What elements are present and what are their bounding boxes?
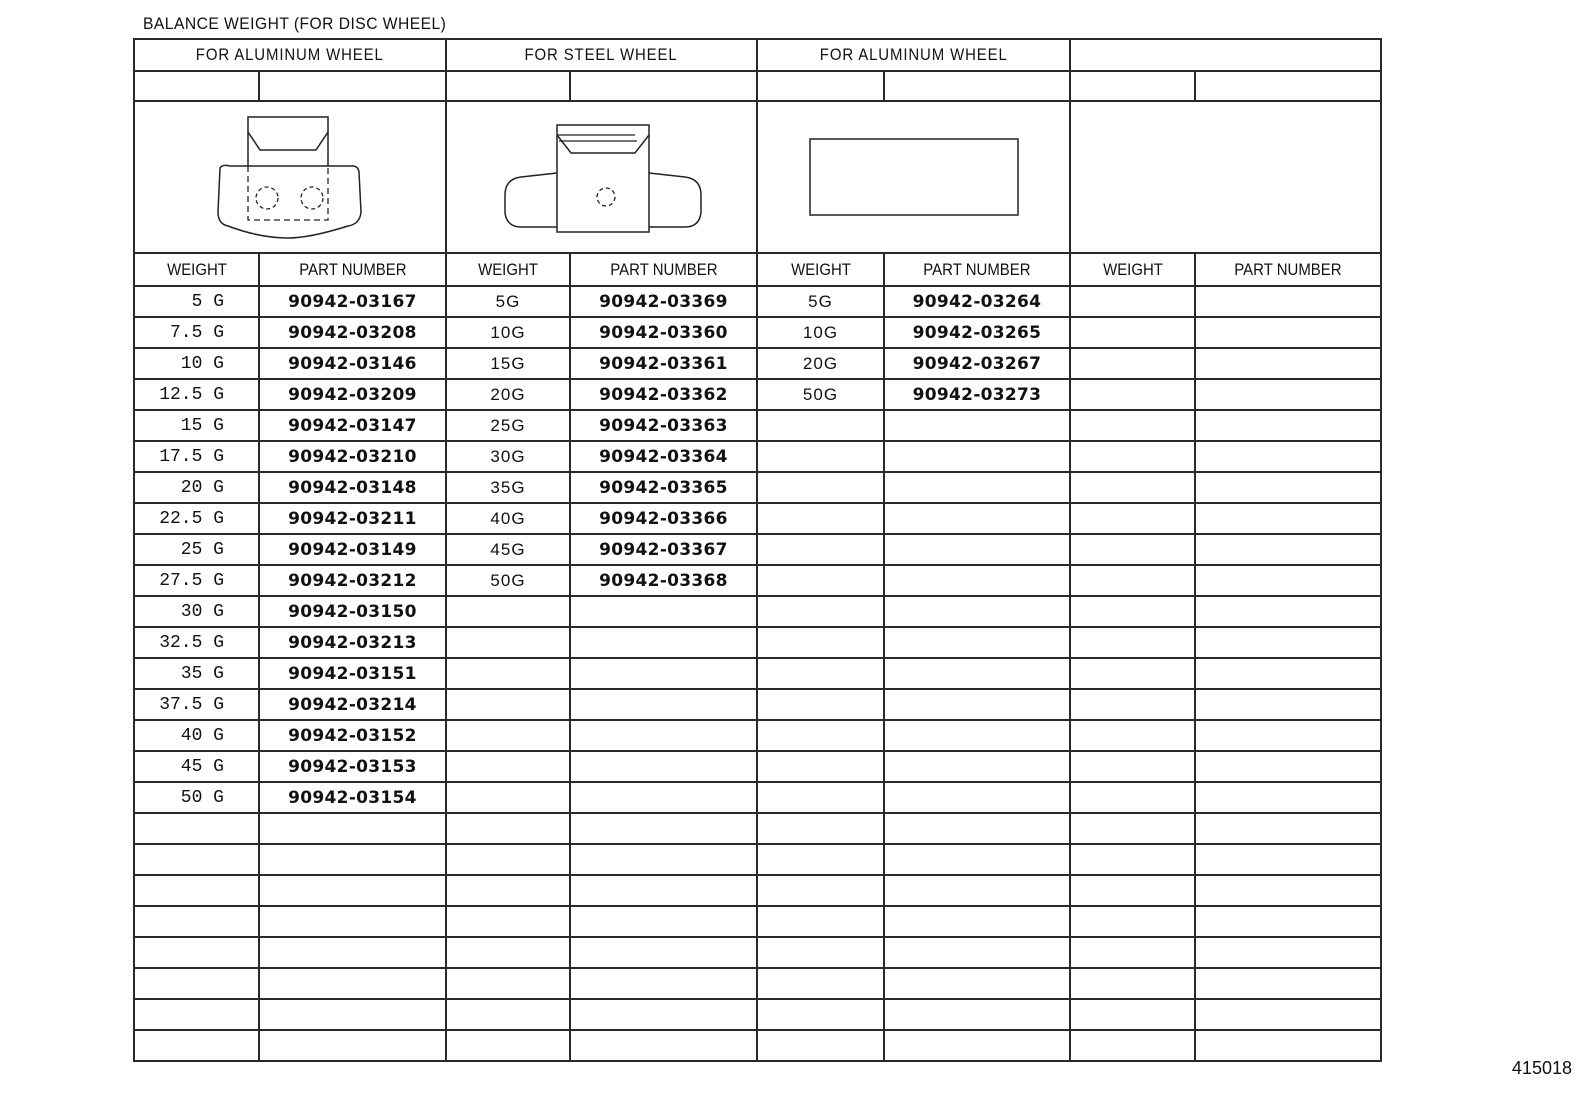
document-id: 415018 xyxy=(1511,1058,1572,1078)
table-row xyxy=(134,844,1381,875)
adhesive-weight-icon xyxy=(808,137,1020,217)
part-number-cell xyxy=(1195,348,1381,379)
table-row xyxy=(134,875,1381,906)
part-number-cell xyxy=(570,875,757,906)
part-number-cell xyxy=(1195,875,1381,906)
part-number-cell xyxy=(1195,596,1381,627)
table-row xyxy=(134,596,1381,627)
weight-cell xyxy=(757,875,884,906)
part-number-cell xyxy=(1195,968,1381,999)
blank-cell xyxy=(884,71,1070,101)
weight-cell xyxy=(446,627,570,658)
weight-column-header: WEIGHT xyxy=(757,253,884,286)
part-number-cell xyxy=(259,813,446,844)
table-row xyxy=(134,410,1381,441)
part-number-cell xyxy=(884,565,1070,596)
part-number-cell: 90942-03364 xyxy=(570,441,757,472)
part-number-cell xyxy=(570,999,757,1030)
table-row xyxy=(134,720,1381,751)
part-number-cell: 90942-03211 xyxy=(259,503,446,534)
weight-cell: 30G xyxy=(446,441,570,472)
weight-cell xyxy=(1070,317,1195,348)
weight-cell: 22.5 G xyxy=(134,503,259,534)
part-number-cell xyxy=(259,875,446,906)
illustration-cell xyxy=(134,101,446,253)
table-row xyxy=(134,534,1381,565)
weight-cell xyxy=(1070,999,1195,1030)
weight-cell xyxy=(446,1030,570,1061)
weight-cell xyxy=(1070,751,1195,782)
part-number-cell: 90942-03214 xyxy=(259,689,446,720)
part-number-cell xyxy=(1195,813,1381,844)
blank-cell xyxy=(570,71,757,101)
part-number-cell xyxy=(884,968,1070,999)
part-number-cell xyxy=(570,906,757,937)
weight-cell xyxy=(446,751,570,782)
part-number-cell: 90942-03362 xyxy=(570,379,757,410)
part-number-cell: 90942-03363 xyxy=(570,410,757,441)
part-number-cell xyxy=(570,1030,757,1061)
part-number-cell xyxy=(1195,472,1381,503)
weight-cell xyxy=(757,410,884,441)
weight-cell xyxy=(134,968,259,999)
weight-cell xyxy=(446,813,570,844)
weight-cell xyxy=(757,1030,884,1061)
weight-cell: 5 G xyxy=(134,286,259,317)
part-number-cell xyxy=(1195,906,1381,937)
weight-cell xyxy=(134,1030,259,1061)
weight-cell: 12.5 G xyxy=(134,379,259,410)
weight-cell xyxy=(134,844,259,875)
weight-cell xyxy=(757,627,884,658)
weight-cell xyxy=(1070,441,1195,472)
weight-cell xyxy=(757,596,884,627)
table-row xyxy=(134,503,1381,534)
weight-cell: 37.5 G xyxy=(134,689,259,720)
weight-cell xyxy=(134,875,259,906)
weight-cell: 7.5 G xyxy=(134,317,259,348)
part-number-cell xyxy=(884,906,1070,937)
weight-cell xyxy=(1070,968,1195,999)
part-number-cell xyxy=(884,503,1070,534)
weight-cell: 50 G xyxy=(134,782,259,813)
part-number-cell xyxy=(1195,410,1381,441)
part-number-cell: 90942-03154 xyxy=(259,782,446,813)
weight-cell: 15G xyxy=(446,348,570,379)
table-row xyxy=(134,968,1381,999)
weight-column-header: WEIGHT xyxy=(1070,253,1195,286)
part-number-cell xyxy=(884,472,1070,503)
illustration-cell xyxy=(446,101,757,253)
weight-cell xyxy=(1070,348,1195,379)
weight-cell: 45G xyxy=(446,534,570,565)
weight-cell xyxy=(757,906,884,937)
weight-cell xyxy=(757,534,884,565)
part-number-cell xyxy=(884,410,1070,441)
weight-cell: 40 G xyxy=(134,720,259,751)
weight-cell xyxy=(1070,906,1195,937)
part-number-cell: 90942-03146 xyxy=(259,348,446,379)
weight-cell xyxy=(134,999,259,1030)
weight-cell: 15 G xyxy=(134,410,259,441)
part-number-cell: 90942-03148 xyxy=(259,472,446,503)
weight-cell xyxy=(446,658,570,689)
table-row xyxy=(134,441,1381,472)
table-row xyxy=(134,782,1381,813)
weight-cell xyxy=(446,720,570,751)
part-number-cell xyxy=(1195,503,1381,534)
weight-cell xyxy=(446,937,570,968)
weight-cell: 5G xyxy=(446,286,570,317)
part-number-cell: 90942-03167 xyxy=(259,286,446,317)
table-row xyxy=(134,1030,1381,1061)
part-number-cell xyxy=(570,813,757,844)
part-number-cell xyxy=(884,844,1070,875)
table-row xyxy=(134,658,1381,689)
weight-cell xyxy=(1070,937,1195,968)
weight-cell xyxy=(1070,565,1195,596)
part-number-cell xyxy=(259,937,446,968)
part-number-cell xyxy=(259,906,446,937)
part-number-cell: 90942-03267 xyxy=(884,348,1070,379)
weight-cell xyxy=(757,782,884,813)
part-number-cell: 90942-03273 xyxy=(884,379,1070,410)
weight-cell xyxy=(757,441,884,472)
weight-cell xyxy=(757,689,884,720)
weight-cell xyxy=(757,565,884,596)
table-row xyxy=(134,627,1381,658)
blank-cell xyxy=(1070,71,1195,101)
weight-cell: 27.5 G xyxy=(134,565,259,596)
blank-cell xyxy=(259,71,446,101)
part-number-cell xyxy=(570,627,757,658)
part-number-cell: 90942-03366 xyxy=(570,503,757,534)
part-number-cell xyxy=(259,844,446,875)
weight-cell: 5G xyxy=(757,286,884,317)
blank-cell xyxy=(1195,71,1381,101)
part-number-cell: 90942-03147 xyxy=(259,410,446,441)
part-number-cell xyxy=(1195,999,1381,1030)
part-number-cell: 90942-03209 xyxy=(259,379,446,410)
part-number-cell xyxy=(1195,751,1381,782)
table-row xyxy=(134,472,1381,503)
weight-cell xyxy=(757,472,884,503)
weight-cell xyxy=(757,813,884,844)
weight-cell xyxy=(446,968,570,999)
part-number-cell xyxy=(1195,627,1381,658)
part-number-column-header: PART NUMBER xyxy=(570,253,757,286)
blank-cell xyxy=(757,71,884,101)
weight-cell xyxy=(446,596,570,627)
weight-cell: 32.5 G xyxy=(134,627,259,658)
weight-cell xyxy=(446,875,570,906)
weight-cell: 20G xyxy=(446,379,570,410)
blank-sub-row xyxy=(134,71,1381,101)
part-number-cell xyxy=(1195,658,1381,689)
weight-cell: 45 G xyxy=(134,751,259,782)
weight-cell xyxy=(1070,410,1195,441)
weight-cell: 35 G xyxy=(134,658,259,689)
table-row xyxy=(134,565,1381,596)
weight-cell: 50G xyxy=(757,379,884,410)
weight-cell xyxy=(1070,875,1195,906)
part-number-cell xyxy=(570,689,757,720)
weight-cell xyxy=(1070,658,1195,689)
part-number-cell xyxy=(259,1030,446,1061)
table-row xyxy=(134,813,1381,844)
part-number-cell xyxy=(570,751,757,782)
part-number-cell xyxy=(884,658,1070,689)
part-number-cell xyxy=(884,751,1070,782)
part-number-cell xyxy=(1195,782,1381,813)
weight-cell: 25 G xyxy=(134,534,259,565)
weight-cell xyxy=(1070,782,1195,813)
part-number-cell xyxy=(1195,317,1381,348)
part-number-cell: 90942-03210 xyxy=(259,441,446,472)
part-number-cell: 90942-03208 xyxy=(259,317,446,348)
part-number-cell xyxy=(1195,844,1381,875)
part-number-cell xyxy=(884,999,1070,1030)
weight-cell xyxy=(446,689,570,720)
part-number-cell: 90942-03153 xyxy=(259,751,446,782)
part-number-cell: 90942-03264 xyxy=(884,286,1070,317)
part-number-cell xyxy=(884,441,1070,472)
part-number-cell: 90942-03368 xyxy=(570,565,757,596)
weight-cell: 25G xyxy=(446,410,570,441)
weight-cell xyxy=(446,999,570,1030)
part-number-cell xyxy=(570,596,757,627)
weight-cell: 40G xyxy=(446,503,570,534)
group-heading: FOR STEEL WHEEL xyxy=(446,39,757,71)
part-number-cell xyxy=(570,720,757,751)
part-number-cell xyxy=(884,689,1070,720)
weight-cell xyxy=(757,844,884,875)
weight-cell: 10G xyxy=(757,317,884,348)
part-number-cell xyxy=(1195,441,1381,472)
group-heading: FOR ALUMINUM WHEEL xyxy=(757,39,1070,71)
part-number-cell: 90942-03213 xyxy=(259,627,446,658)
part-number-cell: 90942-03212 xyxy=(259,565,446,596)
part-number-cell xyxy=(884,627,1070,658)
part-number-cell xyxy=(884,782,1070,813)
weight-cell xyxy=(757,999,884,1030)
table-row xyxy=(134,348,1381,379)
part-number-cell: 90942-03365 xyxy=(570,472,757,503)
part-number-cell: 90942-03150 xyxy=(259,596,446,627)
balance-weight-table xyxy=(133,38,1382,1062)
part-number-cell xyxy=(1195,689,1381,720)
weight-column-header: WEIGHT xyxy=(134,253,259,286)
part-number-cell xyxy=(884,534,1070,565)
weight-cell xyxy=(1070,472,1195,503)
weight-cell xyxy=(757,720,884,751)
part-number-cell xyxy=(884,720,1070,751)
part-number-column-header: PART NUMBER xyxy=(259,253,446,286)
table-row xyxy=(134,286,1381,317)
part-number-cell xyxy=(884,813,1070,844)
part-number-cell xyxy=(1195,937,1381,968)
weight-cell: 30 G xyxy=(134,596,259,627)
part-number-cell xyxy=(884,1030,1070,1061)
weight-cell: 20 G xyxy=(134,472,259,503)
weight-cell xyxy=(757,751,884,782)
weight-cell xyxy=(1070,379,1195,410)
table-row xyxy=(134,317,1381,348)
part-number-cell xyxy=(884,875,1070,906)
illustration-cell xyxy=(757,101,1070,253)
weight-cell xyxy=(1070,813,1195,844)
part-number-cell xyxy=(1195,379,1381,410)
table-row xyxy=(134,689,1381,720)
illustration-cell xyxy=(1070,101,1381,253)
weight-cell xyxy=(1070,689,1195,720)
weight-cell xyxy=(757,503,884,534)
weight-cell: 20G xyxy=(757,348,884,379)
part-number-cell: 90942-03149 xyxy=(259,534,446,565)
weight-cell: 35G xyxy=(446,472,570,503)
clip-on-weight-single-hole-icon xyxy=(497,117,707,237)
table-row xyxy=(134,906,1381,937)
part-number-cell xyxy=(1195,1030,1381,1061)
weight-cell xyxy=(1070,596,1195,627)
weight-cell xyxy=(134,906,259,937)
weight-cell xyxy=(1070,286,1195,317)
part-number-cell: 90942-03265 xyxy=(884,317,1070,348)
weight-cell xyxy=(446,906,570,937)
part-number-cell xyxy=(1195,720,1381,751)
part-number-cell: 90942-03152 xyxy=(259,720,446,751)
group-heading xyxy=(1070,39,1381,71)
part-number-cell xyxy=(884,937,1070,968)
part-number-cell xyxy=(884,596,1070,627)
weight-cell xyxy=(757,937,884,968)
weight-cell xyxy=(1070,503,1195,534)
blank-cell xyxy=(134,71,259,101)
part-number-cell: 90942-03151 xyxy=(259,658,446,689)
weight-cell xyxy=(446,782,570,813)
part-number-cell xyxy=(259,999,446,1030)
table-row xyxy=(134,999,1381,1030)
weight-cell xyxy=(1070,1030,1195,1061)
weight-cell xyxy=(1070,534,1195,565)
weight-cell: 10 G xyxy=(134,348,259,379)
group-heading: FOR ALUMINUM WHEEL xyxy=(134,39,446,71)
part-number-cell: 90942-03369 xyxy=(570,286,757,317)
part-number-cell xyxy=(570,658,757,689)
clip-on-weight-with-holes-icon xyxy=(200,114,380,240)
part-number-cell xyxy=(570,782,757,813)
weight-cell: 50G xyxy=(446,565,570,596)
part-number-cell xyxy=(1195,534,1381,565)
weight-cell xyxy=(757,658,884,689)
part-number-cell: 90942-03367 xyxy=(570,534,757,565)
part-number-cell xyxy=(570,937,757,968)
part-number-cell xyxy=(570,844,757,875)
part-number-cell xyxy=(1195,565,1381,596)
table-row xyxy=(134,379,1381,410)
blank-cell xyxy=(446,71,570,101)
weight-cell xyxy=(134,813,259,844)
group-heading-row xyxy=(134,39,1381,71)
weight-cell xyxy=(446,844,570,875)
weight-column-header: WEIGHT xyxy=(446,253,570,286)
part-number-cell xyxy=(259,968,446,999)
weight-cell: 10G xyxy=(446,317,570,348)
weight-cell xyxy=(1070,844,1195,875)
document-title: BALANCE WEIGHT (FOR DISC WHEEL) xyxy=(143,14,447,33)
part-number-column-header: PART NUMBER xyxy=(884,253,1070,286)
illustration-row xyxy=(134,101,1381,253)
weight-cell xyxy=(1070,627,1195,658)
part-number-cell xyxy=(570,968,757,999)
weight-cell xyxy=(1070,720,1195,751)
part-number-cell: 90942-03361 xyxy=(570,348,757,379)
weight-cell xyxy=(134,937,259,968)
part-number-cell xyxy=(1195,286,1381,317)
column-header-row xyxy=(134,253,1381,286)
table-row xyxy=(134,937,1381,968)
weight-cell: 17.5 G xyxy=(134,441,259,472)
part-number-column-header: PART NUMBER xyxy=(1195,253,1381,286)
weight-cell xyxy=(757,968,884,999)
table-row xyxy=(134,751,1381,782)
part-number-cell: 90942-03360 xyxy=(570,317,757,348)
